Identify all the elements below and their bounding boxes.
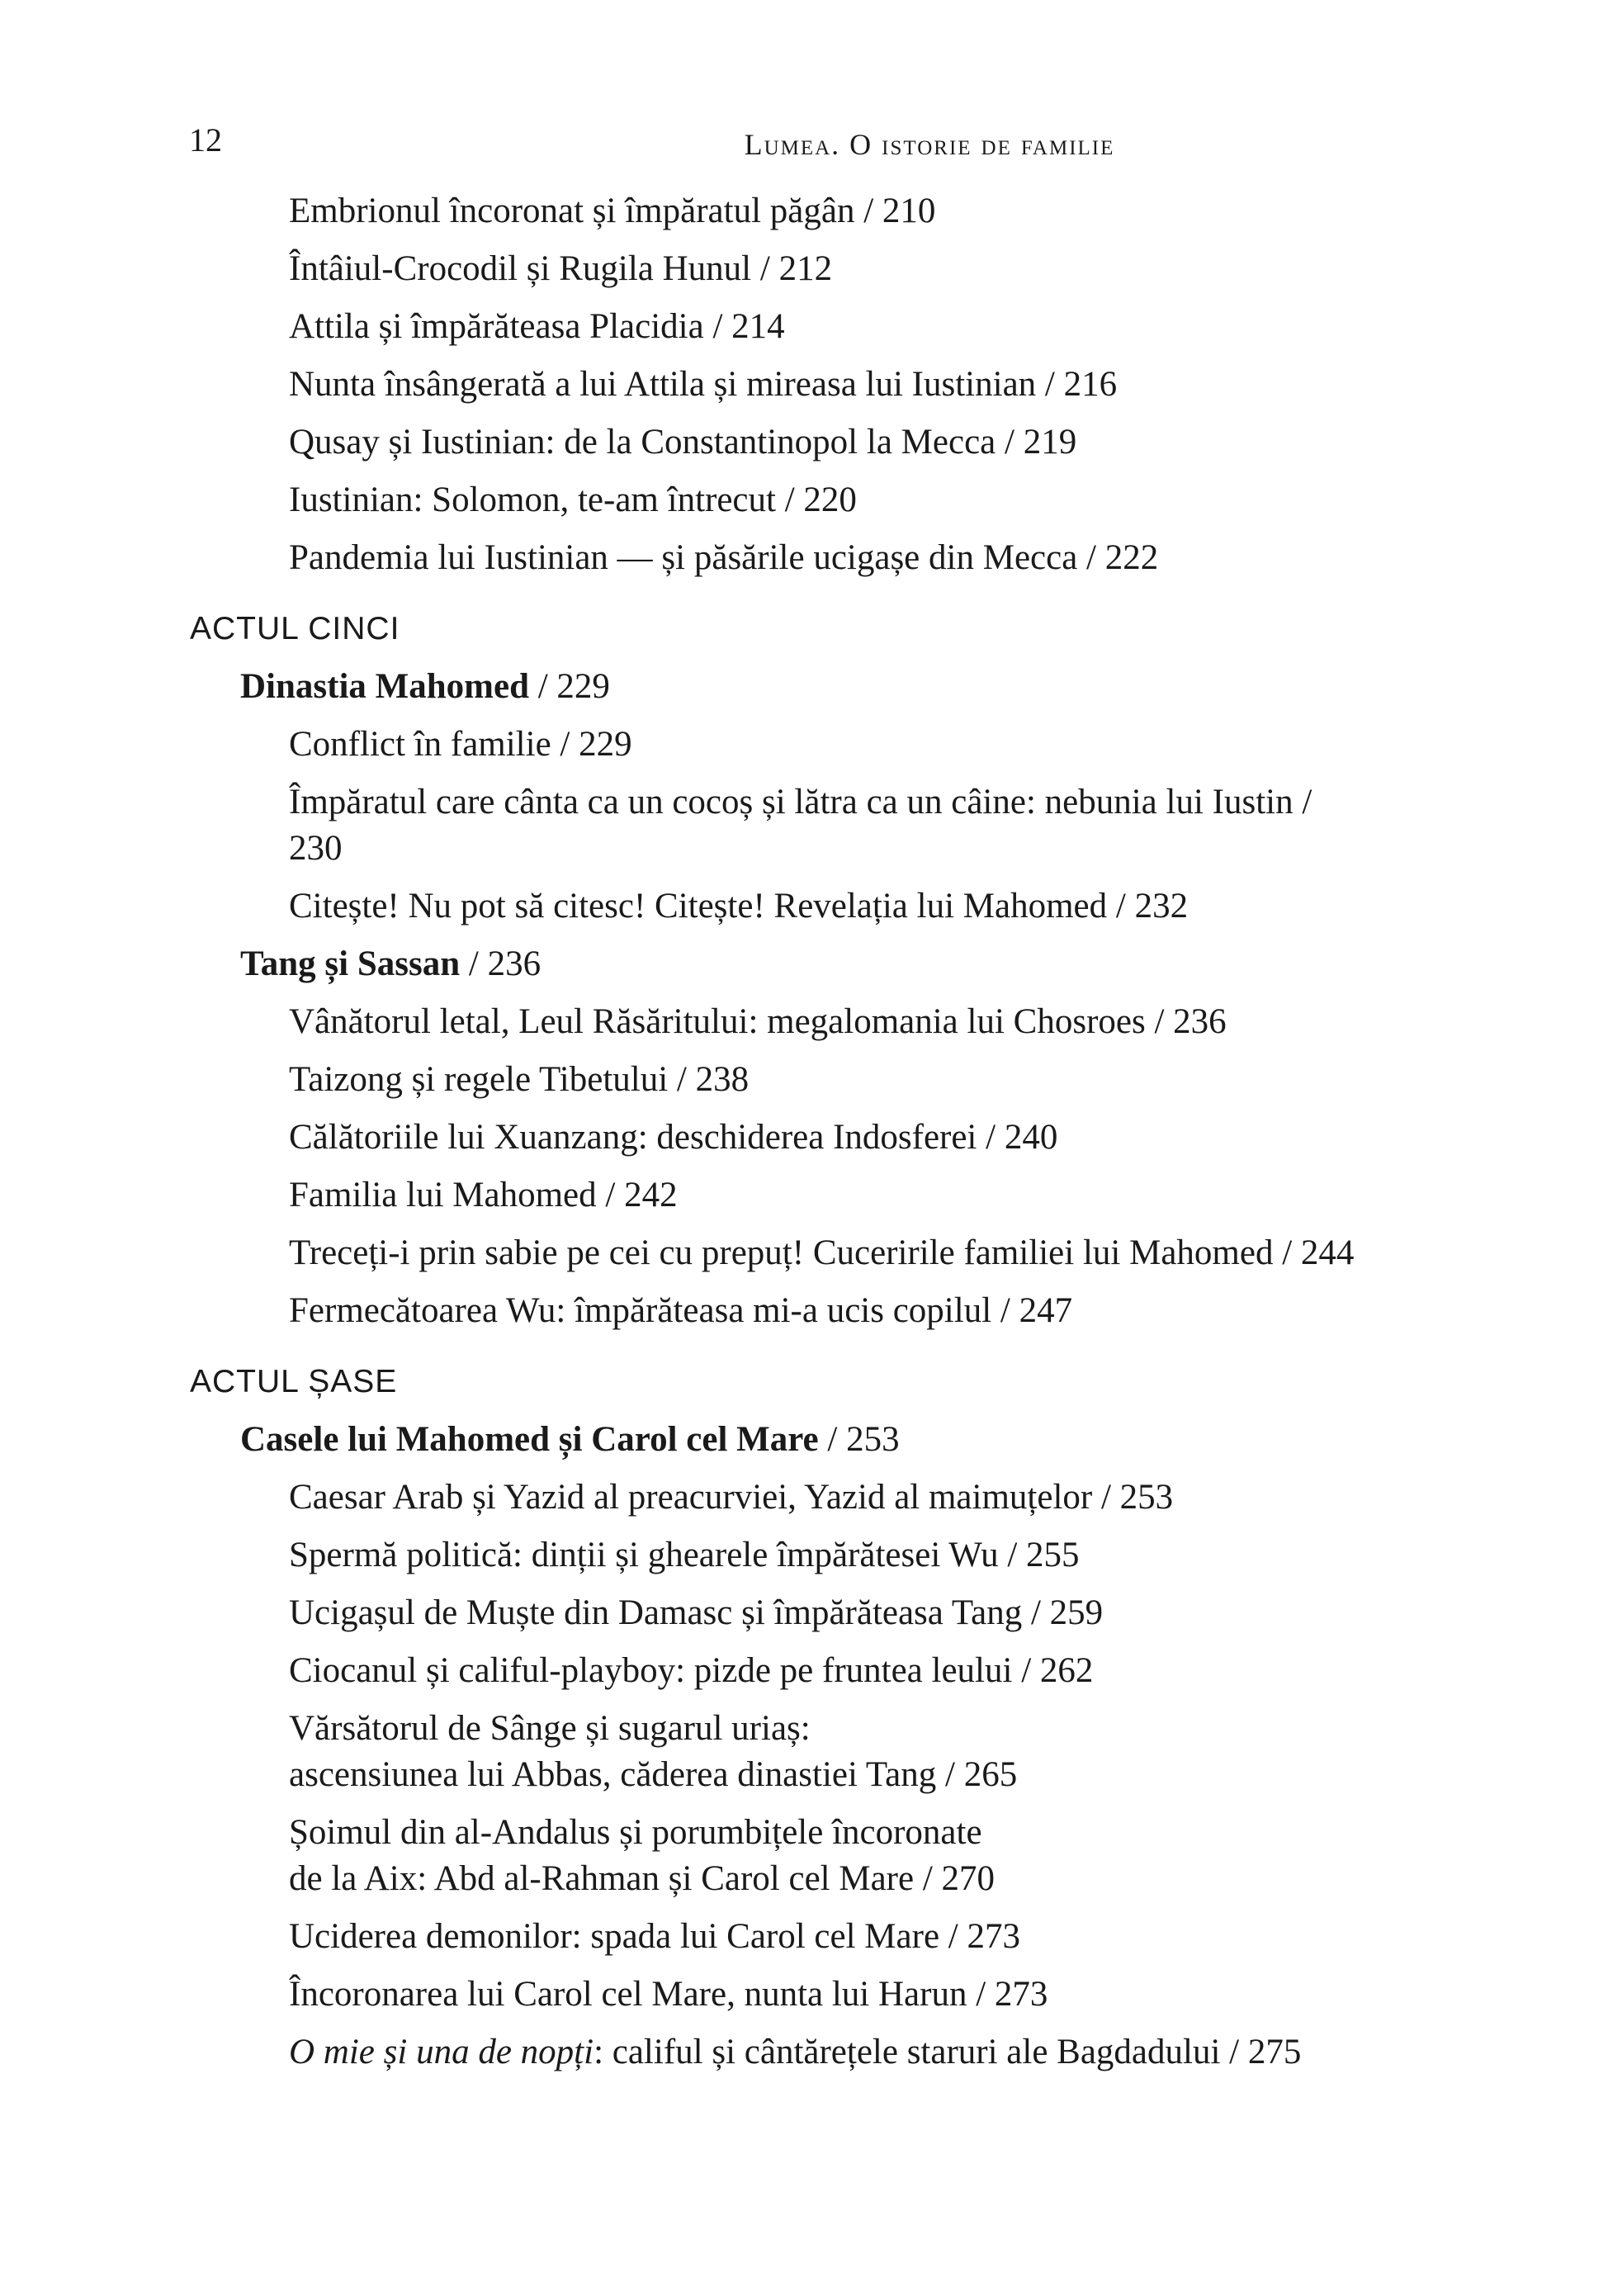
act-heading: ACTUL CINCI [190, 611, 400, 646]
toc-entry: Familia lui Mahomed / 242 [289, 1176, 678, 1214]
toc-entry: Uciderea demonilor: spada lui Carol cel Mare / 273 [289, 1917, 1020, 1956]
toc-entry: Citește! Nu pot să citesc! Citește! Revelația lui Mahomed / 232 [289, 887, 1189, 926]
toc-entry: Qusay și Iustinian: de la Constantinopol la Mecca / 219 [289, 423, 1077, 462]
toc-entry: Pandemia lui Iustinian — și păsările ucigașe din Mecca / 222 [289, 538, 1159, 577]
toc-entry: Întâiul-Crocodil și Rugila Hunul / 212 [289, 249, 833, 288]
toc-entry-rest: : califul și cântărețele staruri ale Bagdadului / 275 [594, 2033, 1302, 2071]
toc-entry: Ucigașul de Muște din Damasc și împărăteasa Tang / 259 [289, 1593, 1104, 1632]
act-heading: ACTUL ȘASE [190, 1364, 398, 1399]
toc-entry: Fermecătoarea Wu: împărăteasa mi-a ucis copilul / 247 [289, 1291, 1073, 1330]
running-head: Lumea. O istorie de familie [744, 128, 1115, 161]
toc-entry: Vânătorul letal, Leul Răsăritului: megalomania lui Chosroes / 236 [289, 1002, 1227, 1041]
toc-entry-line: Vărsătorul de Sânge și sugarul uriaș: [289, 1709, 811, 1748]
toc-entry: Attila și împărăteasa Placidia / 214 [289, 307, 785, 346]
table-of-contents [190, 188, 1445, 2087]
toc-entry [289, 2029, 1445, 2076]
chapter-title: Tang și Sassan [240, 944, 461, 983]
toc-entry: Împăratul care cânta ca un cocoș și lătra ca un câine: nebunia lui Iustin / 230 [289, 783, 1312, 868]
toc-entry: Nunta însângerată a lui Attila și mireasa lui Iustinian / 216 [289, 365, 1118, 404]
chapter-heading [240, 1417, 1445, 1463]
toc-entry: Iustinian: Solomon, te-am întrecut / 220 [289, 481, 857, 519]
chapter-heading [240, 941, 1445, 987]
chapter-title: Dinastia Mahomed [240, 667, 529, 706]
chapter-heading [240, 664, 1445, 710]
chapter-page: / 253 [818, 1420, 900, 1459]
chapter-title: Casele lui Mahomed și Carol cel Mare [240, 1420, 819, 1459]
toc-entry: Treceți-i prin sabie pe cei cu prepuț! Cuceririle familiei lui Mahomed / 244 [289, 1233, 1355, 1272]
toc-entry: Călătoriile lui Xuanzang: deschiderea Indosferei / 240 [289, 1118, 1058, 1157]
chapter-page: / 236 [460, 944, 542, 983]
page-number: 12 [189, 121, 222, 159]
toc-entry: Încoronarea lui Carol cel Mare, nunta lui Harun / 273 [289, 1975, 1048, 2014]
chapter-page: / 229 [528, 667, 610, 706]
toc-entry-line: Șoimul din al-Andalus și porumbițele încoronate [289, 1813, 982, 1852]
toc-entry: Spermă politică: dinții și ghearele împărătesei Wu / 255 [289, 1536, 1080, 1574]
toc-entry-line: ascensiunea lui Abbas, căderea dinastiei Tang / 265 [289, 1755, 1018, 1794]
toc-entry-line: de la Aix: Abd al-Rahman și Carol cel Mare / 270 [289, 1859, 996, 1898]
toc-entry: Embrionul încoronat și împăratul păgân / 210 [289, 192, 936, 230]
toc-entry: Caesar Arab și Yazid al preacurviei, Yazid al maimuțelor / 253 [289, 1478, 1174, 1517]
toc-entry-multiline [289, 1810, 1445, 1902]
toc-entry: Taizong și regele Tibetului / 238 [289, 1060, 750, 1099]
toc-entry: Ciocanul și califul-playboy: pizde pe fruntea leului / 262 [289, 1651, 1094, 1690]
toc-entry-multiline [289, 1706, 1445, 1798]
italic-title: O mie și una de nopți [289, 2033, 594, 2071]
toc-entry: Conflict în familie / 229 [289, 725, 632, 764]
